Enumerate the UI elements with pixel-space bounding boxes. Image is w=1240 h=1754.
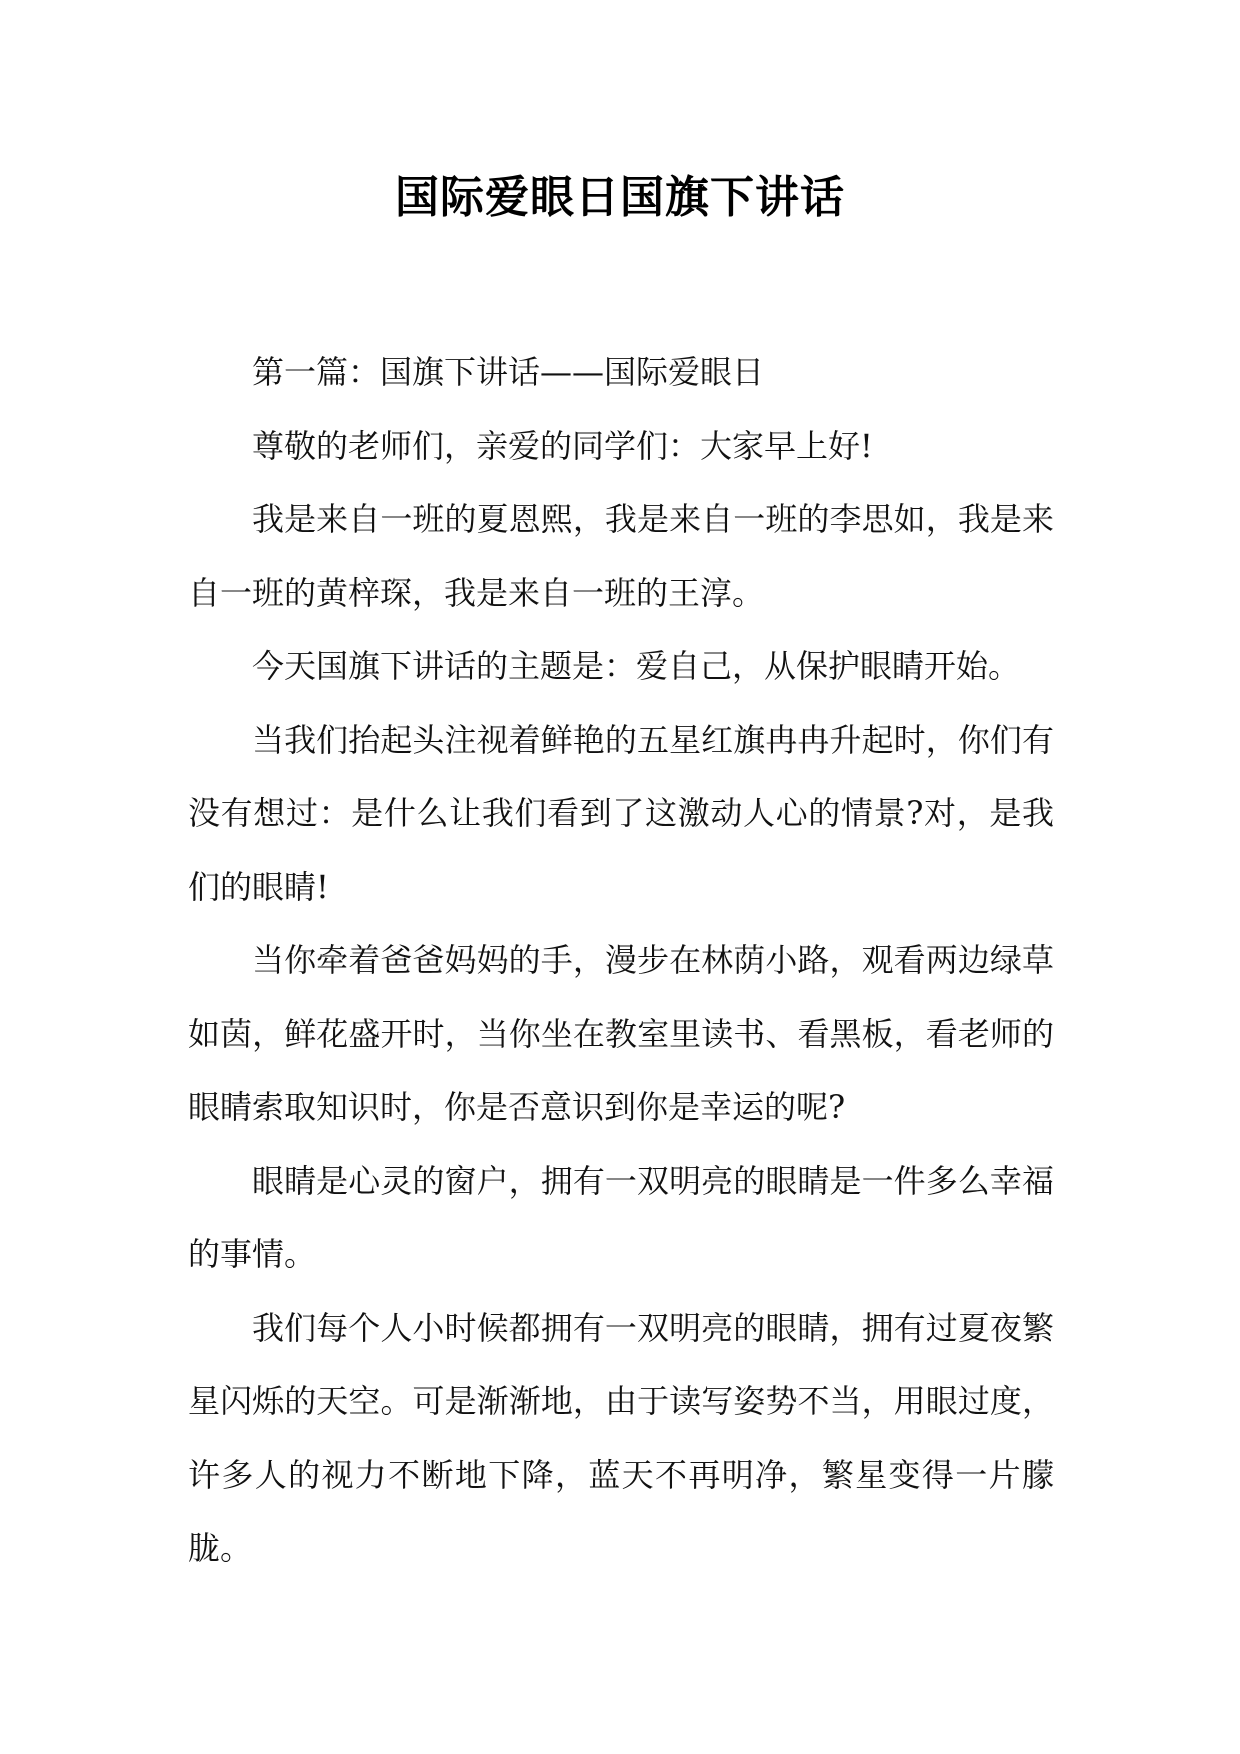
paragraph-lucky: 当你牵着爸爸妈妈的手，漫步在林荫小路，观看两边绿草如茵，鲜花盛开时，当你坐在教室里读书、看黑板，看老师的眼睛索取知识时，你是否意识到你是幸运的呢? — [188, 941, 1054, 1126]
document-title: 国际爱眼日国旗下讲话 — [395, 172, 845, 223]
paragraph-window: 眼睛是心灵的窗户，拥有一双明亮的眼睛是一件多么幸福的事情。 — [188, 1161, 1054, 1273]
paragraph-childhood: 我们每个人小时候都拥有一双明亮的眼睛，拥有过夏夜繁星闪烁的天空。可是渐渐地，由于读写姿势不当，用眼过度，许多人的视力不断地下降，蓝天不再明净，繁星变得一片朦胧。 — [188, 1308, 1054, 1567]
document-body — [188, 336, 1054, 1586]
paragraph-speakers: 我是来自一班的夏恩熙，我是来自一班的李思如，我是来自一班的黄梓琛，我是来自一班的王淳。 — [188, 500, 1054, 612]
paragraph-theme: 今天国旗下讲话的主题是：爱自己，从保护眼睛开始。 — [252, 647, 1021, 685]
paragraph-greeting: 尊敬的老师们，亲爱的同学们：大家早上好! — [252, 426, 873, 465]
paragraph-flag: 当我们抬起头注视着鲜艳的五星红旗冉冉升起时，你们有没有想过：是什么让我们看到了这激动人心的情景?对，是我们的眼睛! — [188, 720, 1054, 906]
paragraph-heading: 第一篇：国旗下讲话——国际爱眼日 — [252, 353, 765, 391]
